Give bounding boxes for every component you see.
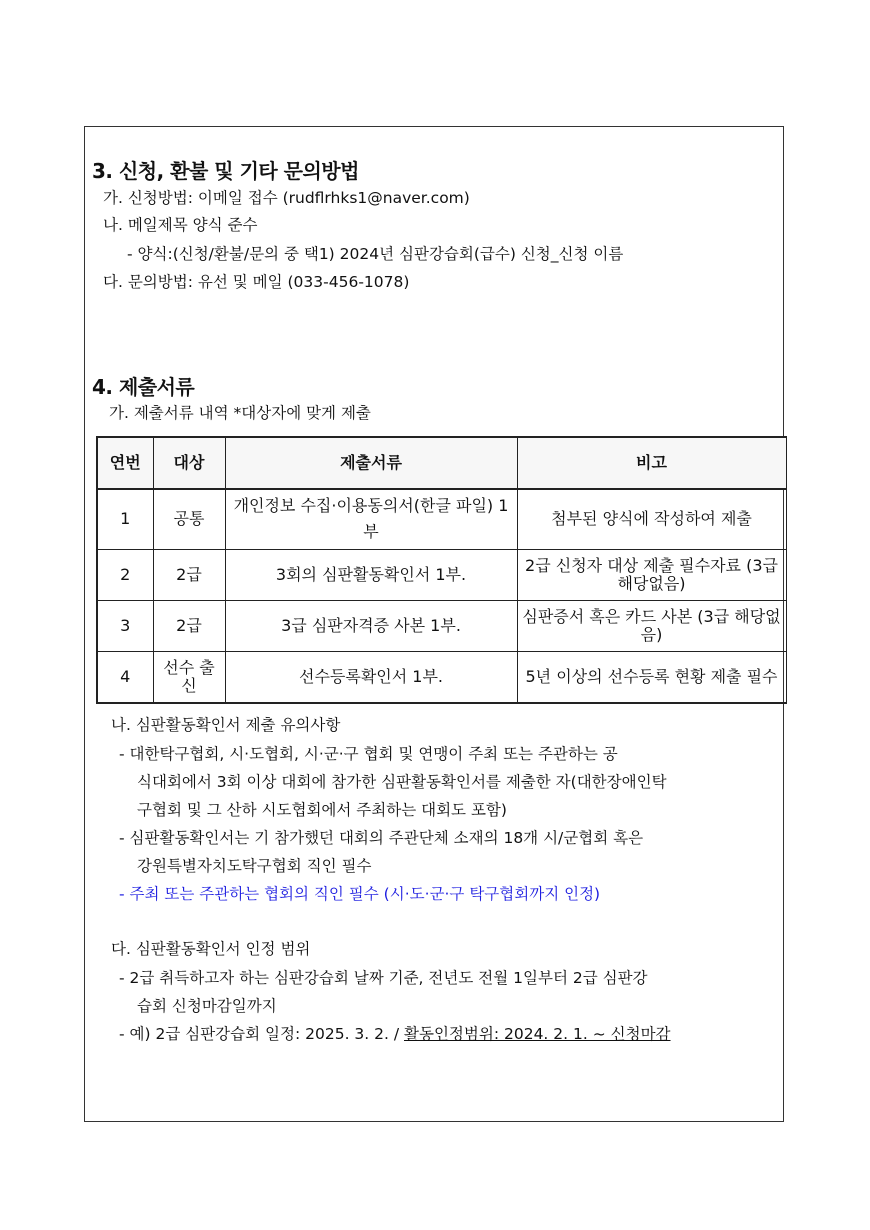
range-line: 습회 신청마감일까지 — [137, 997, 277, 1015]
header-target: 대상 — [153, 437, 225, 489]
note-line: - 심판활동확인서는 기 참가했던 대회의 주관단체 소재의 18개 시/군협회 혹은 — [119, 829, 644, 847]
section4-item-c: 다. 심판활동확인서 인정 범위 — [111, 940, 311, 958]
example-range: 활동인정범위: 2024. 2. 1. ~ 신청마감 — [404, 1025, 671, 1043]
note-line: 구협회 및 그 산하 시도협회에서 주최하는 대회도 포함) — [137, 801, 507, 819]
section3-item-b-sub: - 양식:(신청/환불/문의 중 택1) 2024년 심판강습회(급수) 신청_신청 이름 — [127, 245, 624, 263]
section3-item-c: 다. 문의방법: 유선 및 메일 (033-456-1078) — [103, 273, 410, 291]
cell-target: 공통 — [153, 489, 225, 549]
header-note: 비고 — [517, 437, 786, 489]
cell-note: 5년 이상의 선수등록 현황 제출 필수 — [517, 651, 786, 703]
header-doc: 제출서류 — [225, 437, 517, 489]
cell-no: 1 — [97, 489, 153, 549]
cell-doc: 개인정보 수집·이용동의서(한글 파일) 1부 — [225, 489, 517, 549]
note-line: 식대회에서 3회 이상 대회에 참가한 심판활동확인서를 제출한 자(대한장애인탁 — [137, 773, 667, 791]
range-line-example — [119, 1024, 671, 1044]
section4-item-b: 나. 심판활동확인서 제출 유의사항 — [111, 716, 341, 734]
section4-title: 4. 제출서류 — [92, 375, 195, 399]
cell-no: 2 — [97, 549, 153, 600]
section3-item-a: 가. 신청방법: 이메일 접수 (rudflrhks1@naver.com) — [103, 189, 470, 207]
range-line: - 2급 취득하고자 하는 심판강습회 날짜 기준, 전년도 전월 1일부터 2급 심판강 — [119, 969, 648, 987]
example-schedule: - 예) 2급 심판강습회 일정: 2025. 3. 2. / — [119, 1025, 404, 1043]
table-row — [97, 549, 786, 600]
section4-item-a: 가. 제출서류 내역 *대상자에 맞게 제출 — [109, 404, 371, 422]
cell-note: 심판증서 혹은 카드 사본 (3급 해당없음) — [517, 600, 786, 651]
cell-note: 2급 신청자 대상 제출 필수자료 (3급 해당없음) — [517, 549, 786, 600]
note-line-highlight: - 주최 또는 주관하는 협회의 직인 필수 (시·도·군·구 탁구협회까지 인정) — [119, 885, 601, 903]
cell-note: 첨부된 양식에 작성하여 제출 — [517, 489, 786, 549]
cell-doc: 선수등록확인서 1부. — [225, 651, 517, 703]
cell-no: 4 — [97, 651, 153, 703]
cell-target: 2급 — [153, 549, 225, 600]
header-no: 연번 — [97, 437, 153, 489]
cell-target: 선수 출신 — [153, 651, 225, 703]
note-line: - 대한탁구협회, 시·도협회, 시·군·구 협회 및 연맹이 주최 또는 주관하는 공 — [119, 745, 618, 763]
cell-target: 2급 — [153, 600, 225, 651]
table-row — [97, 651, 786, 703]
cell-no: 3 — [97, 600, 153, 651]
table-header-row — [97, 437, 786, 489]
cell-doc: 3회의 심판활동확인서 1부. — [225, 549, 517, 600]
table-row — [97, 489, 786, 549]
section3-title: 3. 신청, 환불 및 기타 문의방법 — [92, 159, 359, 183]
note-line: 강원특별자치도탁구협회 직인 필수 — [137, 857, 372, 875]
section3-item-b: 나. 메일제목 양식 준수 — [103, 216, 258, 234]
cell-doc: 3급 심판자격증 사본 1부. — [225, 600, 517, 651]
table-row — [97, 600, 786, 651]
documents-table — [96, 436, 787, 704]
